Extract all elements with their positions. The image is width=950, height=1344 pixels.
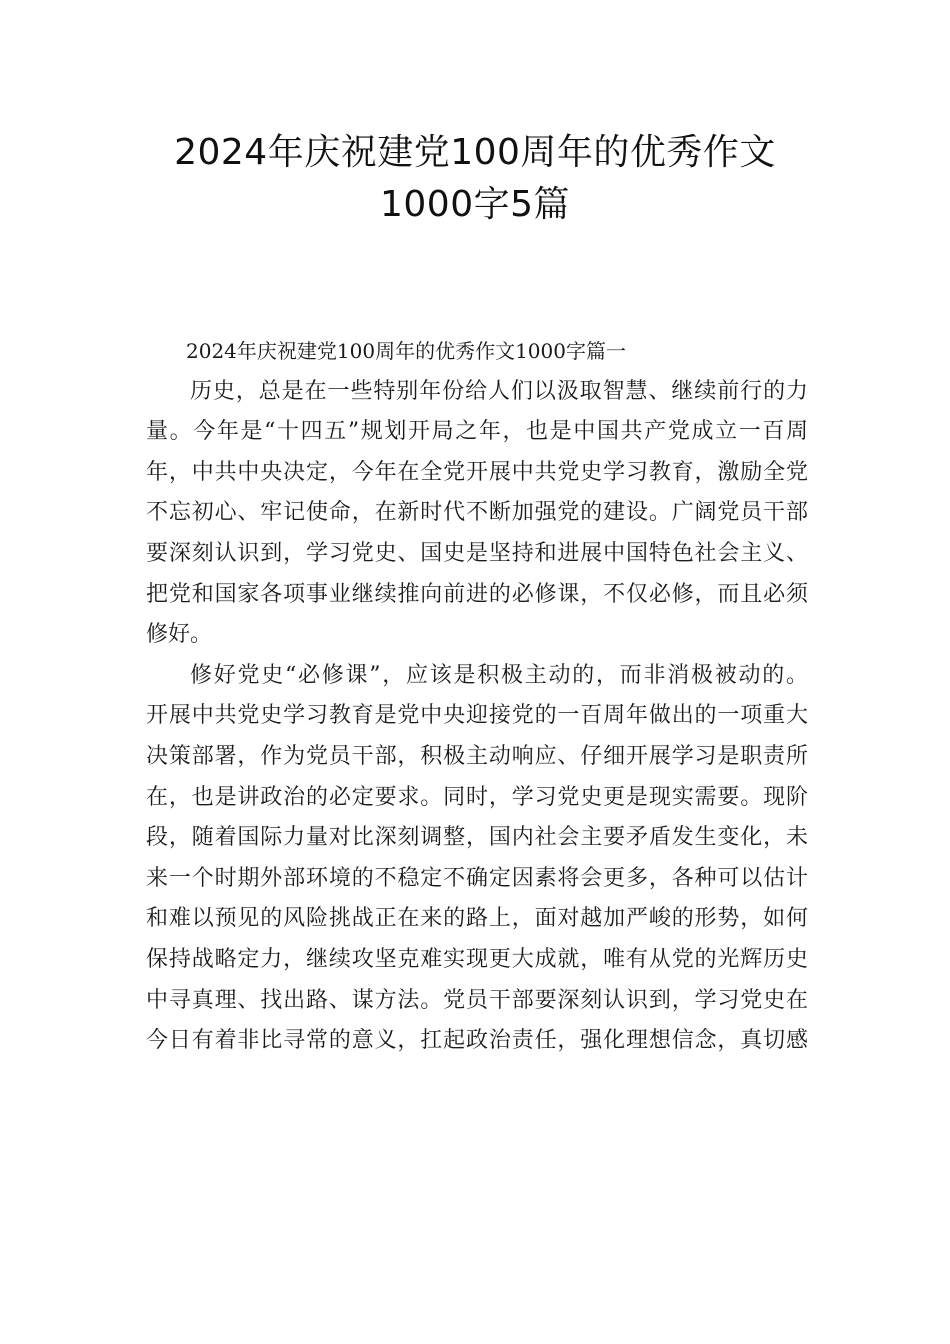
paragraph-1 bbox=[146, 372, 808, 656]
paragraph-line: 段，随着国际力量对比深刻调整，国内社会主要矛盾发生变化，未 bbox=[146, 825, 808, 851]
paragraph-line: 今日有着非比寻常的意义，扛起政治责任，强化理想信念，真切感 bbox=[146, 1028, 808, 1054]
paragraph-line: 量。今年是“十四五”规划开局之年，也是中国共产党成立一百周 bbox=[146, 419, 808, 445]
section-heading: 2024年庆祝建党100周年的优秀作文1000字篇一 bbox=[186, 339, 626, 363]
paragraph-2 bbox=[146, 656, 808, 1062]
paragraph-line: 历史，总是在一些特别年份给人们以汲取智慧、继续前行的力 bbox=[190, 378, 808, 404]
paragraph-line: 来一个时期外部环境的不稳定不确定因素将会更多，各种可以估计 bbox=[146, 865, 808, 891]
paragraph-line: 要深刻认识到，学习党史、国史是坚持和进展中国特色社会主义、 bbox=[146, 540, 808, 566]
paragraph-line: 和难以预见的风险挑战正在来的路上，面对越加严峻的形势，如何 bbox=[146, 906, 808, 932]
paragraph-line: 修好。 bbox=[146, 622, 213, 648]
document-title-line-1: 2024年庆祝建党100周年的优秀作文 bbox=[174, 132, 776, 173]
document-body bbox=[146, 331, 808, 1062]
paragraph-line: 年，中共中央决定，今年在全党开展中共党史学习教育，激励全党 bbox=[146, 459, 808, 485]
document-title-line-2: 1000字5篇 bbox=[379, 184, 571, 225]
paragraph-line: 在，也是讲政治的必定要求。同时，学习党史更是现实需要。现阶 bbox=[146, 784, 808, 810]
paragraph-line: 决策部署，作为党员干部，积极主动响应、仔细开展学习是职责所 bbox=[146, 743, 808, 769]
paragraph-line: 开展中共党史学习教育是党中央迎接党的一百周年做出的一项重大 bbox=[146, 703, 808, 729]
paragraph-line: 修好党史“必修课”，应该是积极主动的，而非消极被动的。 bbox=[190, 662, 808, 688]
paragraph-line: 中寻真理、找出路、谋方法。党员干部要深刻认识到，学习党史在 bbox=[146, 987, 808, 1013]
paragraph-line: 把党和国家各项事业继续推向前进的必修课，不仅必修，而且必须 bbox=[146, 581, 808, 607]
paragraph-line: 不忘初心、牢记使命，在新时代不断加强党的建设。广阔党员干部 bbox=[146, 500, 808, 526]
paragraph-line: 保持战略定力，继续攻坚克难实现更大成就，唯有从党的光辉历史 bbox=[146, 946, 808, 972]
